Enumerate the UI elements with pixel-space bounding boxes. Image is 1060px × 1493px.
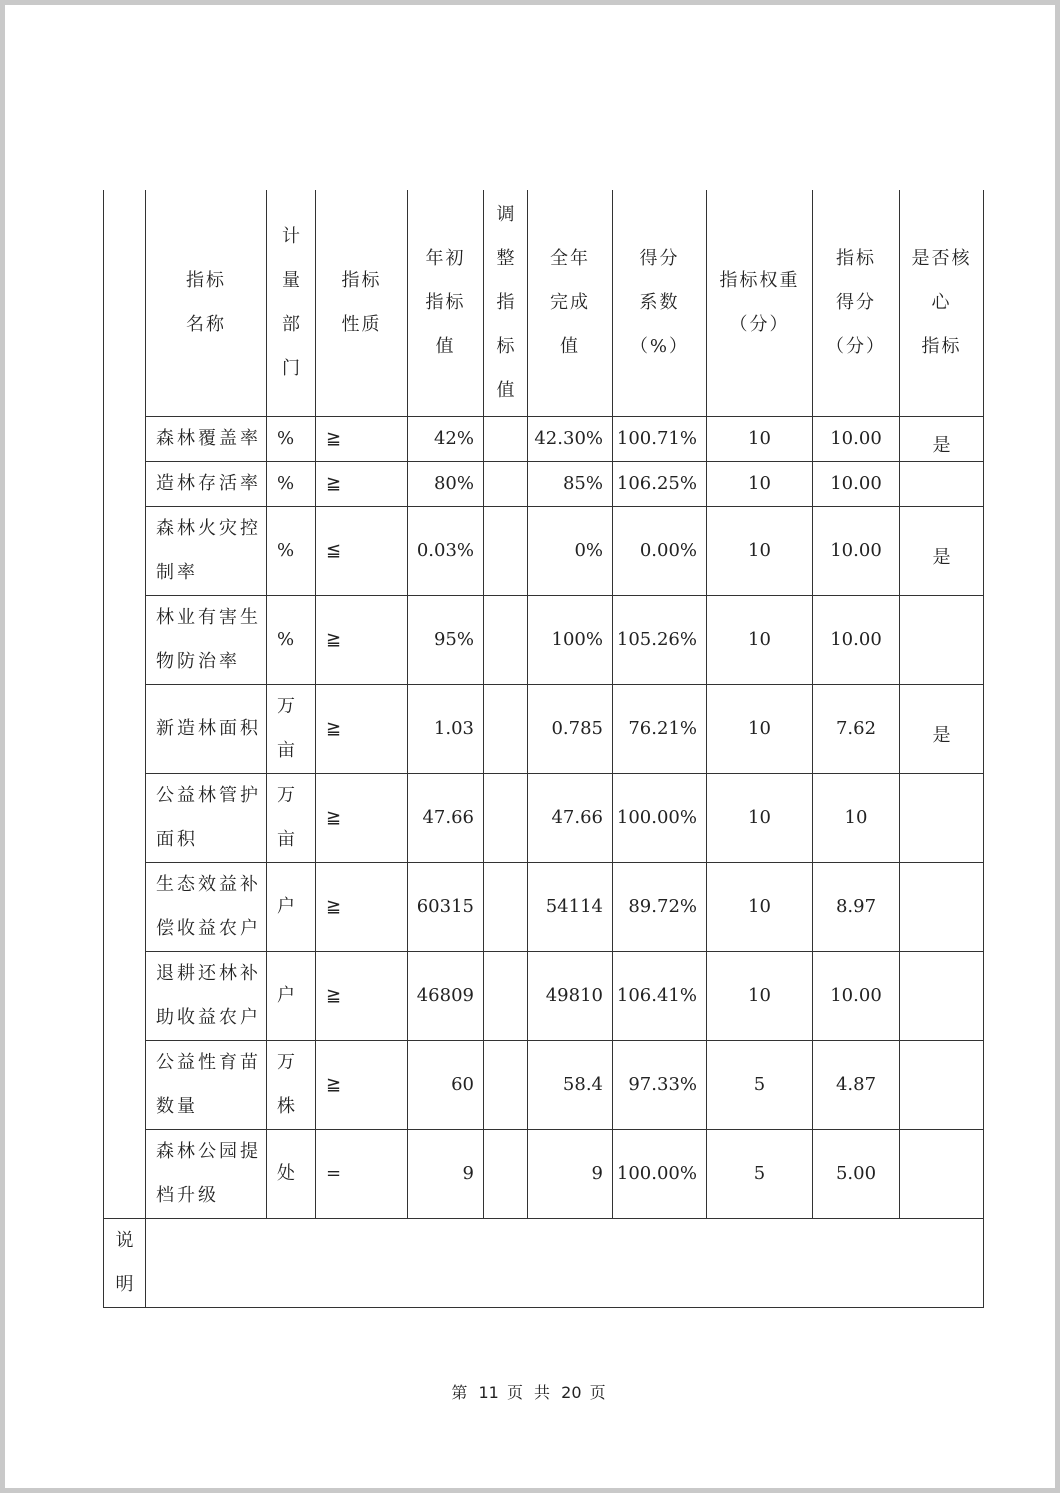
text-line: %: [277, 427, 295, 449]
indicator-name-cell: [146, 595, 267, 684]
weight-cell: 10: [707, 862, 813, 951]
actual-value-cell: 0%: [528, 506, 613, 595]
note-row: [104, 1218, 984, 1307]
text-line: 指标: [186, 269, 226, 291]
footer-prefix: 第: [451, 1383, 471, 1402]
header-weight: [707, 190, 813, 416]
table-row: [104, 506, 984, 595]
unit-cell: [267, 1040, 316, 1129]
header-score-coefficient: [613, 190, 707, 416]
indicator-name-cell: [146, 773, 267, 862]
score-cell: 10: [813, 773, 900, 862]
left-margin-column: [104, 416, 146, 461]
coefficient-cell: 106.25%: [613, 461, 707, 506]
text-line: 指标: [836, 247, 876, 269]
score-cell: 10.00: [813, 951, 900, 1040]
unit-cell: [267, 862, 316, 951]
unit-cell: [267, 773, 316, 862]
adjusted-value-cell: [484, 773, 528, 862]
table-row: [104, 595, 984, 684]
text-line: 值: [560, 335, 580, 357]
text-line: 年初: [425, 247, 466, 269]
text-line: 心: [931, 291, 952, 313]
performance-indicator-table: [103, 190, 984, 1308]
left-margin-column: [104, 1040, 146, 1129]
document-page: [5, 5, 1055, 1488]
weight-cell: 10: [707, 461, 813, 506]
text-line: 整: [496, 247, 515, 269]
unit-cell: [267, 684, 316, 773]
nature-cell: ≧: [316, 951, 408, 1040]
text-line: 全年: [550, 247, 590, 269]
actual-value-cell: 100%: [528, 595, 613, 684]
text-line: 名称: [186, 313, 226, 335]
actual-value-cell: 85%: [528, 461, 613, 506]
text-line: 得分: [836, 291, 876, 313]
footer-mid: 页 共: [506, 1383, 554, 1402]
adjusted-value-cell: [484, 862, 528, 951]
unit-cell: [267, 1129, 316, 1218]
left-margin-column: [104, 595, 146, 684]
text-line: 森林公园提: [156, 1140, 261, 1162]
initial-value-cell: 60: [408, 1040, 484, 1129]
coefficient-cell: 76.21%: [613, 684, 707, 773]
adjusted-value-cell: [484, 1040, 528, 1129]
adjusted-value-cell: [484, 416, 528, 461]
weight-cell: 5: [707, 1129, 813, 1218]
text-line: 亩: [277, 739, 295, 761]
text-line: 调: [496, 203, 515, 225]
text-line: 门: [282, 357, 300, 379]
nature-cell: ≦: [316, 506, 408, 595]
text-line: 性质: [341, 313, 382, 335]
footer-suffix: 页: [589, 1383, 609, 1402]
weight-cell: 10: [707, 595, 813, 684]
adjusted-value-cell: [484, 684, 528, 773]
text-line: 计: [282, 225, 300, 247]
actual-value-cell: 9: [528, 1129, 613, 1218]
text-line: （分）: [729, 313, 790, 335]
header-row: [104, 190, 984, 416]
core-indicator-cell: [900, 1129, 984, 1218]
coefficient-cell: 100.71%: [613, 416, 707, 461]
weight-cell: 10: [707, 773, 813, 862]
text-line: 林业有害生: [156, 606, 261, 628]
header-actual-value: [528, 190, 613, 416]
text-line: 森林覆盖率: [156, 427, 261, 449]
score-cell: 10.00: [813, 506, 900, 595]
score-cell: 4.87: [813, 1040, 900, 1129]
core-indicator-cell: 是: [900, 684, 984, 773]
unit-cell: [267, 461, 316, 506]
total-page-number: 20: [561, 1383, 582, 1402]
text-line: 得分: [639, 247, 680, 269]
header-is-core: [900, 190, 984, 416]
table-row: [104, 862, 984, 951]
table-row: [104, 1040, 984, 1129]
text-line: 数量: [156, 1095, 198, 1117]
unit-cell: [267, 595, 316, 684]
coefficient-cell: 97.33%: [613, 1040, 707, 1129]
adjusted-value-cell: [484, 951, 528, 1040]
initial-value-cell: 60315: [408, 862, 484, 951]
header-indicator-name: [146, 190, 267, 416]
text-line: 标: [496, 335, 515, 357]
coefficient-cell: 0.00%: [613, 506, 707, 595]
left-margin-column: [104, 773, 146, 862]
core-indicator-cell: 是: [900, 506, 984, 595]
core-indicator-cell: [900, 1040, 984, 1129]
text-line: 助收益农户: [156, 1006, 261, 1028]
initial-value-cell: 80%: [408, 461, 484, 506]
nature-cell: ≧: [316, 461, 408, 506]
text-line: %: [277, 628, 295, 650]
indicator-name-cell: [146, 506, 267, 595]
text-line: 档升级: [156, 1184, 219, 1206]
coefficient-cell: 100.00%: [613, 1129, 707, 1218]
initial-value-cell: 42%: [408, 416, 484, 461]
current-page-number: 11: [478, 1383, 499, 1402]
unit-cell: [267, 951, 316, 1040]
initial-value-cell: 1.03: [408, 684, 484, 773]
text-line: 指标权重: [719, 269, 800, 291]
table-body: [104, 190, 984, 1307]
text-line: （分）: [826, 335, 886, 357]
text-line: 说: [115, 1229, 134, 1251]
coefficient-cell: 89.72%: [613, 862, 707, 951]
header-initial-value: [408, 190, 484, 416]
nature-cell: ≧: [316, 416, 408, 461]
nature-cell: ≧: [316, 862, 408, 951]
text-line: 公益林管护: [156, 784, 261, 806]
text-line: 值: [435, 335, 456, 357]
actual-value-cell: 58.4: [528, 1040, 613, 1129]
indicator-name-cell: [146, 416, 267, 461]
coefficient-cell: 100.00%: [613, 773, 707, 862]
core-indicator-cell: [900, 773, 984, 862]
text-line: 造林存活率: [156, 472, 261, 494]
text-line: 部: [282, 313, 300, 335]
core-indicator-cell: [900, 862, 984, 951]
note-label: [104, 1218, 146, 1307]
text-line: 量: [282, 269, 300, 291]
indicator-name-cell: [146, 862, 267, 951]
initial-value-cell: 47.66: [408, 773, 484, 862]
text-line: 指标: [425, 291, 466, 313]
nature-cell: ≧: [316, 1040, 408, 1129]
text-line: 明: [115, 1273, 134, 1295]
initial-value-cell: 46809: [408, 951, 484, 1040]
left-margin-column: [104, 684, 146, 773]
coefficient-cell: 106.41%: [613, 951, 707, 1040]
core-indicator-cell: [900, 461, 984, 506]
core-indicator-cell: [900, 595, 984, 684]
text-line: 新造林面积: [156, 717, 261, 739]
text-line: 森林火灾控: [156, 517, 261, 539]
header-adjusted-value: [484, 190, 528, 416]
left-margin-column: [104, 862, 146, 951]
initial-value-cell: 0.03%: [408, 506, 484, 595]
nature-cell: =: [316, 1129, 408, 1218]
text-line: 偿收益农户: [156, 917, 261, 939]
indicator-name-cell: [146, 951, 267, 1040]
text-line: （%）: [629, 335, 690, 357]
text-line: 处: [277, 1162, 295, 1184]
score-cell: 10.00: [813, 416, 900, 461]
indicator-name-cell: [146, 461, 267, 506]
score-cell: 7.62: [813, 684, 900, 773]
adjusted-value-cell: [484, 1129, 528, 1218]
table-row: [104, 773, 984, 862]
text-line: 完成: [550, 291, 590, 313]
adjusted-value-cell: [484, 506, 528, 595]
score-cell: 5.00: [813, 1129, 900, 1218]
text-line: 户: [277, 984, 295, 1006]
weight-cell: 10: [707, 416, 813, 461]
weight-cell: 5: [707, 1040, 813, 1129]
weight-cell: 10: [707, 506, 813, 595]
actual-value-cell: 0.785: [528, 684, 613, 773]
table-row: [104, 684, 984, 773]
page-footer: [5, 1380, 1055, 1403]
table-row: [104, 416, 984, 461]
text-line: 亩: [277, 828, 295, 850]
text-line: %: [277, 472, 295, 494]
nature-cell: ≧: [316, 595, 408, 684]
text-line: 指: [496, 291, 515, 313]
text-line: 公益性育苗: [156, 1051, 261, 1073]
indicator-name-cell: [146, 684, 267, 773]
table-row: [104, 951, 984, 1040]
left-margin-column: [104, 190, 146, 416]
unit-cell: [267, 506, 316, 595]
nature-cell: ≧: [316, 773, 408, 862]
left-margin-column: [104, 506, 146, 595]
text-line: 制率: [156, 561, 198, 583]
table-row: [104, 1129, 984, 1218]
text-line: 指标: [921, 335, 962, 357]
header-indicator-score: [813, 190, 900, 416]
nature-cell: ≧: [316, 684, 408, 773]
adjusted-value-cell: [484, 595, 528, 684]
text-line: 系数: [639, 291, 680, 313]
text-line: 万: [277, 784, 295, 806]
table-row: [104, 461, 984, 506]
adjusted-value-cell: [484, 461, 528, 506]
initial-value-cell: 95%: [408, 595, 484, 684]
text-line: 户: [277, 895, 295, 917]
weight-cell: 10: [707, 684, 813, 773]
text-line: 物防治率: [156, 650, 240, 672]
initial-value-cell: 9: [408, 1129, 484, 1218]
left-margin-column: [104, 951, 146, 1040]
text-line: 指标: [341, 269, 382, 291]
coefficient-cell: 105.26%: [613, 595, 707, 684]
indicator-name-cell: [146, 1129, 267, 1218]
header-nature: [316, 190, 408, 416]
score-cell: 10.00: [813, 595, 900, 684]
unit-cell: [267, 416, 316, 461]
actual-value-cell: 42.30%: [528, 416, 613, 461]
text-line: 株: [277, 1095, 295, 1117]
text-line: 生态效益补: [156, 873, 261, 895]
text-line: 面积: [156, 828, 198, 850]
left-margin-column: [104, 1129, 146, 1218]
weight-cell: 10: [707, 951, 813, 1040]
text-line: %: [277, 539, 295, 561]
core-indicator-cell: [900, 951, 984, 1040]
actual-value-cell: 54114: [528, 862, 613, 951]
indicator-name-cell: [146, 1040, 267, 1129]
text-line: 退耕还林补: [156, 962, 261, 984]
score-cell: 8.97: [813, 862, 900, 951]
text-line: 是否核: [911, 247, 972, 269]
text-line: 万: [277, 1051, 295, 1073]
actual-value-cell: 47.66: [528, 773, 613, 862]
header-unit: [267, 190, 316, 416]
actual-value-cell: 49810: [528, 951, 613, 1040]
score-cell: 10.00: [813, 461, 900, 506]
left-margin-column: [104, 461, 146, 506]
text-line: 值: [496, 379, 515, 401]
text-line: 万: [277, 695, 295, 717]
core-indicator-cell: 是: [900, 416, 984, 461]
note-content: [146, 1218, 984, 1307]
